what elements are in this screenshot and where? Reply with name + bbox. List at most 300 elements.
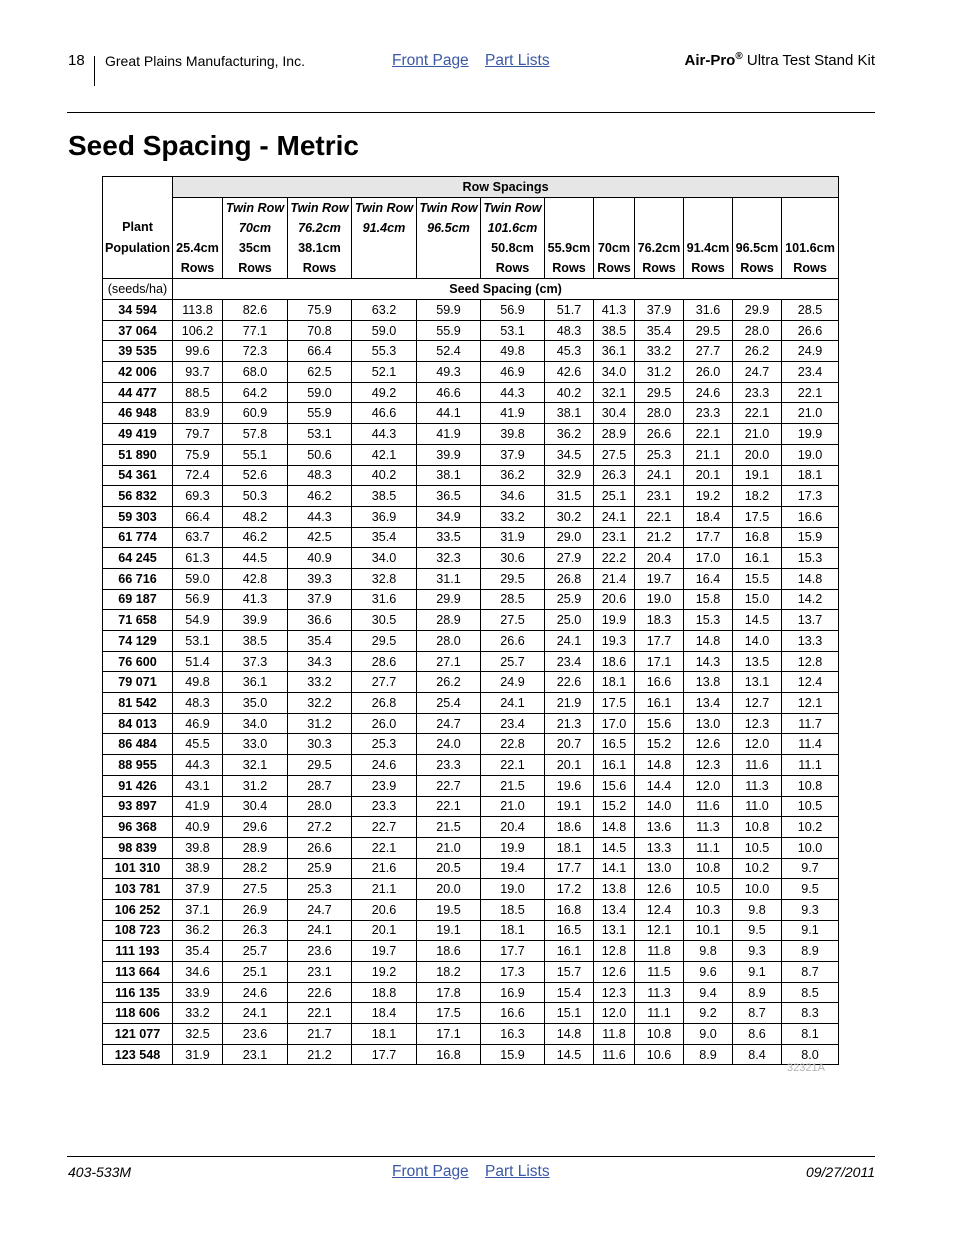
header-row-6: [103, 279, 839, 300]
spacing-cell: 9.8: [733, 899, 782, 920]
spacing-cell: 16.8: [545, 899, 594, 920]
spacing-cell: 16.8: [417, 1044, 481, 1065]
spacing-cell: 35.0: [223, 693, 288, 714]
twin-size-label: 70cm: [223, 218, 288, 238]
spacing-cell: 15.8: [684, 589, 733, 610]
spacing-cell: 21.5: [417, 817, 481, 838]
spacing-cell: 10.8: [684, 858, 733, 879]
spacing-cell: 14.0: [733, 631, 782, 652]
spacing-cell: 42.6: [545, 362, 594, 383]
spacing-cell: 20.7: [545, 734, 594, 755]
table-row: [103, 403, 839, 424]
population-cell: 69 187: [103, 589, 173, 610]
table-row: [103, 506, 839, 527]
row-size-label: 76.2cm: [635, 238, 684, 258]
spacing-cell: 11.3: [733, 775, 782, 796]
spacing-cell: 19.1: [733, 465, 782, 486]
spacing-cell: 17.3: [782, 486, 839, 507]
spacing-cell: 22.6: [545, 672, 594, 693]
spacing-cell: 32.1: [223, 755, 288, 776]
spacing-cell: 49.3: [417, 362, 481, 383]
spacing-cell: 10.8: [733, 817, 782, 838]
spacing-cell: 40.2: [352, 465, 417, 486]
spacing-cell: 27.1: [417, 651, 481, 672]
spacing-cell: 15.6: [594, 775, 635, 796]
spacing-cell: 21.6: [352, 858, 417, 879]
spacing-cell: 48.3: [545, 320, 594, 341]
spacing-cell: 15.9: [782, 527, 839, 548]
spacing-cell: 20.6: [352, 899, 417, 920]
spacing-cell: 18.2: [733, 486, 782, 507]
spacing-cell: 32.1: [594, 382, 635, 403]
spacing-cell: 25.9: [545, 589, 594, 610]
spacing-cell: 19.9: [782, 424, 839, 445]
spacing-cell: 34.0: [594, 362, 635, 383]
spacing-cell: 14.8: [635, 755, 684, 776]
spacing-cell: 48.3: [288, 465, 352, 486]
spacing-cell: 27.7: [352, 672, 417, 693]
spacing-cell: 21.0: [417, 837, 481, 858]
population-cell: 86 484: [103, 734, 173, 755]
spacing-cell: 13.4: [594, 899, 635, 920]
population-cell: 59 303: [103, 506, 173, 527]
table-row: [103, 1044, 839, 1065]
spacing-cell: 18.8: [352, 982, 417, 1003]
spacing-cell: 16.6: [782, 506, 839, 527]
rows-label: Rows: [782, 258, 839, 279]
spacing-cell: 21.7: [288, 1024, 352, 1045]
population-cell: 76 600: [103, 651, 173, 672]
spacing-cell: 39.8: [481, 424, 545, 445]
spacing-cell: 14.5: [545, 1044, 594, 1065]
spacing-cell: 46.9: [173, 713, 223, 734]
table-row: [103, 755, 839, 776]
spacing-cell: 33.5: [417, 527, 481, 548]
spacing-cell: 31.1: [417, 568, 481, 589]
spacing-cell: 10.6: [635, 1044, 684, 1065]
row-size-label: 101.6cm: [782, 238, 839, 258]
spacing-cell: 27.9: [545, 548, 594, 569]
spacing-cell: 51.7: [545, 300, 594, 321]
table-row: [103, 858, 839, 879]
spacing-cell: 52.1: [352, 362, 417, 383]
spacing-cell: 8.3: [782, 1003, 839, 1024]
population-cell: 49 419: [103, 424, 173, 445]
spacing-cell: 29.0: [545, 527, 594, 548]
spacing-cell: 30.5: [352, 610, 417, 631]
population-cell: 108 723: [103, 920, 173, 941]
spacing-cell: 18.1: [782, 465, 839, 486]
spacing-cell: 18.1: [545, 837, 594, 858]
spacing-cell: 8.6: [733, 1024, 782, 1045]
rows-label: Rows: [481, 258, 545, 279]
spacing-cell: 15.4: [545, 982, 594, 1003]
spacing-cell: 30.6: [481, 548, 545, 569]
header-row-4: [103, 238, 839, 258]
part-lists-link[interactable]: Part Lists: [485, 52, 550, 69]
spacing-cell: 23.6: [223, 1024, 288, 1045]
spacing-cell: 29.5: [481, 568, 545, 589]
spacing-cell: 11.4: [782, 734, 839, 755]
spacing-cell: 46.9: [481, 362, 545, 383]
spacing-cell: 52.6: [223, 465, 288, 486]
row-size-label: 96.5cm: [733, 238, 782, 258]
population-cell: 64 245: [103, 548, 173, 569]
spacing-cell: 21.2: [288, 1044, 352, 1065]
spacing-cell: 18.5: [481, 899, 545, 920]
footer-front-page-link[interactable]: Front Page: [392, 1163, 469, 1180]
spacing-cell: 79.7: [173, 424, 223, 445]
spacing-cell: 72.4: [173, 465, 223, 486]
spacing-cell: 13.1: [733, 672, 782, 693]
spacing-cell: 16.4: [684, 568, 733, 589]
spacing-cell: 26.0: [352, 713, 417, 734]
spacing-cell: 16.6: [481, 1003, 545, 1024]
spacing-cell: 14.2: [782, 589, 839, 610]
spacing-cell: 30.4: [223, 796, 288, 817]
spacing-cell: 49.8: [173, 672, 223, 693]
spacing-cell: 61.3: [173, 548, 223, 569]
spacing-cell: 12.8: [594, 941, 635, 962]
spacing-cell: 28.5: [481, 589, 545, 610]
spacing-cell: 34.0: [223, 713, 288, 734]
spacing-cell: 23.1: [223, 1044, 288, 1065]
table-row: [103, 672, 839, 693]
spacing-cell: 14.8: [782, 568, 839, 589]
spacing-cell: 60.9: [223, 403, 288, 424]
table-row: [103, 527, 839, 548]
spacing-cell: 23.1: [594, 527, 635, 548]
spacing-cell: 36.1: [223, 672, 288, 693]
spacing-cell: 25.7: [223, 941, 288, 962]
spacing-cell: 11.7: [782, 713, 839, 734]
spacing-cell: 38.5: [352, 486, 417, 507]
row-size-label: 25.4cm: [173, 238, 223, 258]
spacing-cell: 21.5: [481, 775, 545, 796]
spacing-cell: 34.6: [481, 486, 545, 507]
spacing-cell: 19.0: [782, 444, 839, 465]
spacing-cell: 56.9: [173, 589, 223, 610]
spacing-cell: 10.5: [733, 837, 782, 858]
population-cell: 121 077: [103, 1024, 173, 1045]
seed-spacing-table: [102, 176, 839, 1065]
spacing-cell: 8.9: [733, 982, 782, 1003]
spacing-cell: 24.1: [635, 465, 684, 486]
spacing-cell: 10.0: [733, 879, 782, 900]
spacing-cell: 24.9: [782, 341, 839, 362]
spacing-cell: 46.6: [352, 403, 417, 424]
spacing-cell: 22.7: [417, 775, 481, 796]
spacing-cell: 10.0: [782, 837, 839, 858]
spacing-cell: 20.1: [545, 755, 594, 776]
spacing-cell: 13.8: [684, 672, 733, 693]
spacing-cell: 29.9: [733, 300, 782, 321]
spacing-cell: 24.0: [417, 734, 481, 755]
spacing-cell: 36.5: [417, 486, 481, 507]
spacing-cell: 28.6: [352, 651, 417, 672]
spacing-cell: 24.1: [223, 1003, 288, 1024]
population-cell: 118 606: [103, 1003, 173, 1024]
spacing-cell: 25.7: [481, 651, 545, 672]
spacing-cell: 14.1: [594, 858, 635, 879]
spacing-cell: 26.8: [352, 693, 417, 714]
spacing-cell: 53.1: [173, 631, 223, 652]
front-page-link[interactable]: Front Page: [392, 52, 469, 69]
spacing-cell: 17.7: [481, 941, 545, 962]
row-size-label: 55.9cm: [545, 238, 594, 258]
plant-label: Plant: [122, 220, 153, 234]
spacing-cell: 37.1: [173, 899, 223, 920]
spacing-cell: 26.3: [594, 465, 635, 486]
spacing-cell: 36.2: [545, 424, 594, 445]
spacing-cell: 64.2: [223, 382, 288, 403]
spacing-cell: 27.5: [481, 610, 545, 631]
spacing-cell: 30.4: [594, 403, 635, 424]
registered-mark: ®: [735, 51, 743, 62]
spacing-cell: 17.7: [545, 858, 594, 879]
spacing-cell: 15.9: [481, 1044, 545, 1065]
spacing-cell: 29.6: [223, 817, 288, 838]
header-rule: [67, 112, 875, 113]
spacing-cell: 8.4: [733, 1044, 782, 1065]
spacing-cell: 55.9: [417, 320, 481, 341]
spacing-cell: 13.4: [684, 693, 733, 714]
spacing-cell: 11.3: [635, 982, 684, 1003]
spacing-cell: 28.0: [288, 796, 352, 817]
spacing-cell: 24.6: [352, 755, 417, 776]
spacing-cell: 24.1: [545, 631, 594, 652]
spacing-cell: 26.6: [481, 631, 545, 652]
spacing-cell: 17.1: [417, 1024, 481, 1045]
spacing-cell: 28.9: [417, 610, 481, 631]
spacing-cell: 42.8: [223, 568, 288, 589]
spacing-cell: 27.5: [223, 879, 288, 900]
table-row: [103, 568, 839, 589]
spacing-cell: 39.9: [417, 444, 481, 465]
spacing-cell: 21.1: [684, 444, 733, 465]
spacing-cell: 20.6: [594, 589, 635, 610]
population-cell: 81 542: [103, 693, 173, 714]
spacing-cell: 15.3: [782, 548, 839, 569]
spacing-cell: 51.4: [173, 651, 223, 672]
spacing-cell: 17.0: [684, 548, 733, 569]
spacing-cell: 27.2: [288, 817, 352, 838]
spacing-cell: 19.5: [417, 899, 481, 920]
table-row: [103, 548, 839, 569]
row-size-label: [352, 238, 417, 258]
spacing-cell: 44.3: [288, 506, 352, 527]
spacing-cell: 9.5: [782, 879, 839, 900]
spacing-cell: 23.4: [545, 651, 594, 672]
spacing-cell: 24.6: [223, 982, 288, 1003]
spacing-cell: 34.5: [545, 444, 594, 465]
table-row: [103, 610, 839, 631]
spacing-cell: 12.8: [782, 651, 839, 672]
population-cell: 71 658: [103, 610, 173, 631]
spacing-cell: 24.1: [288, 920, 352, 941]
spacing-cell: 22.1: [417, 796, 481, 817]
spacing-cell: 38.5: [594, 320, 635, 341]
spacing-cell: 15.5: [733, 568, 782, 589]
spacing-cell: 42.5: [288, 527, 352, 548]
spacing-cell: 22.6: [288, 982, 352, 1003]
spacing-cell: 22.1: [288, 1003, 352, 1024]
spacing-cell: 18.1: [594, 672, 635, 693]
table-row: [103, 631, 839, 652]
spacing-cell: 21.0: [481, 796, 545, 817]
spacing-cell: 9.8: [684, 941, 733, 962]
spacing-cell: 15.6: [635, 713, 684, 734]
spacing-cell: 28.0: [635, 403, 684, 424]
spacing-cell: 9.4: [684, 982, 733, 1003]
rows-label-blank: [103, 258, 173, 279]
spacing-cell: 28.0: [733, 320, 782, 341]
spacing-cell: 30.2: [545, 506, 594, 527]
population-cell: 88 955: [103, 755, 173, 776]
population-cell: 101 310: [103, 858, 173, 879]
spacing-cell: 75.9: [288, 300, 352, 321]
spacing-cell: 23.6: [288, 941, 352, 962]
spacing-cell: 14.3: [684, 651, 733, 672]
spacing-cell: 15.3: [684, 610, 733, 631]
spacing-cell: 24.9: [481, 672, 545, 693]
spacing-cell: 25.3: [635, 444, 684, 465]
spacing-cell: 13.8: [594, 879, 635, 900]
footer-part-lists-link[interactable]: Part Lists: [485, 1163, 550, 1180]
table-row: [103, 1003, 839, 1024]
spacing-cell: 36.9: [352, 506, 417, 527]
header-row-3: [103, 218, 839, 238]
table-row: [103, 589, 839, 610]
spacing-cell: 20.0: [417, 879, 481, 900]
population-cell: 66 716: [103, 568, 173, 589]
spacing-cell: 11.6: [733, 755, 782, 776]
spacing-cell: 33.0: [223, 734, 288, 755]
twin-size-label: 91.4cm: [352, 218, 417, 238]
spacing-cell: 23.1: [635, 486, 684, 507]
spacing-cell: 33.2: [173, 1003, 223, 1024]
twin-row-label: Twin Row: [288, 198, 352, 219]
population-cell: 106 252: [103, 899, 173, 920]
spacing-cell: 12.1: [635, 920, 684, 941]
spacing-cell: 44.3: [352, 424, 417, 445]
spacing-cell: 45.3: [545, 341, 594, 362]
spacing-cell: 56.9: [481, 300, 545, 321]
spacing-cell: 46.2: [223, 527, 288, 548]
spacing-cell: 8.0: [782, 1044, 839, 1065]
spacing-cell: 16.8: [733, 527, 782, 548]
spacing-cell: 13.6: [635, 817, 684, 838]
spacing-cell: 13.7: [782, 610, 839, 631]
figure-id: 32321A: [787, 1062, 825, 1074]
spacing-cell: 28.0: [417, 631, 481, 652]
spacing-cell: 40.2: [545, 382, 594, 403]
spacing-cell: 17.1: [635, 651, 684, 672]
spacing-cell: 16.9: [481, 982, 545, 1003]
spacing-cell: 16.1: [594, 755, 635, 776]
spacing-cell: 19.0: [481, 879, 545, 900]
spacing-cell: 29.5: [352, 631, 417, 652]
spacing-cell: 54.9: [173, 610, 223, 631]
rows-label: Rows: [545, 258, 594, 279]
spacing-cell: 16.6: [635, 672, 684, 693]
spacing-cell: 33.2: [288, 672, 352, 693]
spacing-cell: 19.3: [594, 631, 635, 652]
rows-label: Rows: [684, 258, 733, 279]
spacing-cell: 29.5: [635, 382, 684, 403]
spacing-cell: 22.1: [635, 506, 684, 527]
population-cell: 93 897: [103, 796, 173, 817]
spacing-cell: 23.4: [481, 713, 545, 734]
spacing-cell: 21.3: [545, 713, 594, 734]
spacing-cell: 21.4: [594, 568, 635, 589]
spacing-cell: 46.2: [288, 486, 352, 507]
spacing-cell: 13.3: [782, 631, 839, 652]
spacing-cell: 19.2: [352, 962, 417, 983]
spacing-cell: 43.1: [173, 775, 223, 796]
spacing-cell: 17.3: [481, 962, 545, 983]
spacing-cell: 19.7: [635, 568, 684, 589]
spacing-cell: 18.6: [417, 941, 481, 962]
spacing-cell: 36.2: [173, 920, 223, 941]
spacing-cell: 62.5: [288, 362, 352, 383]
spacing-cell: 22.1: [352, 837, 417, 858]
twin-size-label: 96.5cm: [417, 218, 481, 238]
spacing-cell: 14.5: [594, 837, 635, 858]
table-row: [103, 693, 839, 714]
spacing-cell: 38.9: [173, 858, 223, 879]
document-number: 403-533M: [68, 1164, 132, 1180]
population-cell: 96 368: [103, 817, 173, 838]
spacing-cell: 11.8: [594, 1024, 635, 1045]
spacing-cell: 19.9: [481, 837, 545, 858]
spacing-cell: 21.0: [733, 424, 782, 445]
spacing-cell: 13.5: [733, 651, 782, 672]
spacing-cell: 57.8: [223, 424, 288, 445]
population-cell: 56 832: [103, 486, 173, 507]
company-name: Great Plains Manufacturing, Inc.: [105, 53, 305, 69]
spacing-cell: 25.0: [545, 610, 594, 631]
spacing-cell: 13.0: [635, 858, 684, 879]
spacing-cell: 9.2: [684, 1003, 733, 1024]
table-row: [103, 962, 839, 983]
spacing-cell: 14.4: [635, 775, 684, 796]
spacing-cell: 70.8: [288, 320, 352, 341]
spacing-cell: 22.7: [352, 817, 417, 838]
spacing-cell: 26.2: [417, 672, 481, 693]
spacing-cell: 37.3: [223, 651, 288, 672]
table-row: [103, 341, 839, 362]
spacing-cell: 22.1: [481, 755, 545, 776]
spacing-cell: 106.2: [173, 320, 223, 341]
spacing-cell: 8.1: [782, 1024, 839, 1045]
spacing-cell: 68.0: [223, 362, 288, 383]
spacing-cell: 20.5: [417, 858, 481, 879]
spacing-cell: 16.1: [635, 693, 684, 714]
spacing-cell: 10.8: [782, 775, 839, 796]
spacing-cell: 10.3: [684, 899, 733, 920]
spacing-cell: 26.8: [545, 568, 594, 589]
spacing-cell: 37.9: [288, 589, 352, 610]
spacing-cell: 59.9: [417, 300, 481, 321]
table-row: [103, 444, 839, 465]
header-divider: [94, 56, 95, 86]
spacing-cell: 24.6: [684, 382, 733, 403]
spacing-cell: 88.5: [173, 382, 223, 403]
spacing-cell: 26.9: [223, 899, 288, 920]
spacing-cell: 24.1: [481, 693, 545, 714]
spacing-cell: 34.9: [417, 506, 481, 527]
